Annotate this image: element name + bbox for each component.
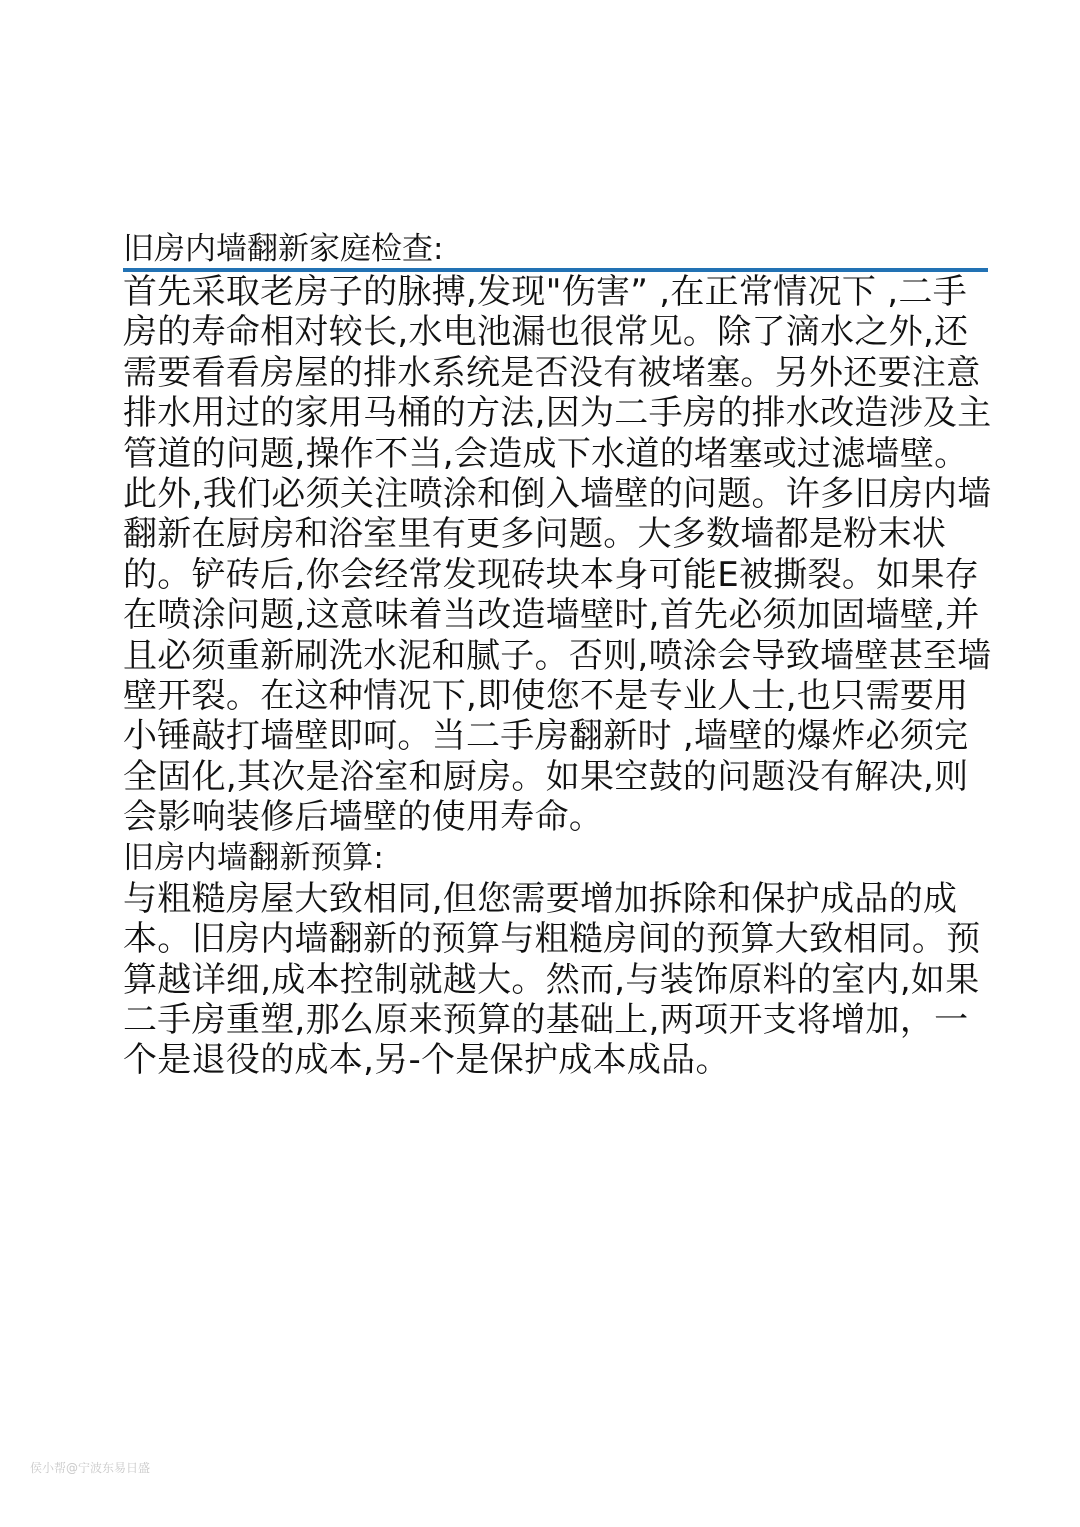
paragraph-inspection-2: 此外,我们必须关注喷涂和倒入墙壁的问题。许多旧房内墙翻新在厨房和浴室里有更多问题。大多数墙都是粉末状的。铲砖后,你会经常发现砖块本身可能E被撕裂。如果存在喷涂问题,这意味着当改造墙壁时,首先必须加固墙壁,并且必须重新刷洗水泥和腻子。否则,喷涂会导致墙壁甚至墙壁开裂。在这种情况下,即使您不是专业人士,也只需要用小锤敲打墙壁即呵。当二手房翻新时 ,墙壁的爆炸必须完全固化,其次是浴室和厨房。如果空鼓的问题没有解决,则会影响装修后墙壁的使用寿命。 (123, 474, 992, 838)
document-body (123, 272, 993, 1081)
paragraph-budget: 与粗糙房屋大致相同,但您需要增加拆除和保护成品的成本。旧房内墙翻新的预算与粗糙房间的预算大致相同。预算越详细,成本控制就越大。然而,与装饰原料的室内,如果二手房重塑,那么原来预算的基础上,两项开支将增加，一个是退役的成本,另-个是保护成本成品。 (123, 878, 981, 1081)
section-title-budget: 旧房内墙翻新预算: (123, 839, 385, 876)
paragraph-inspection-1: 首先采取老房子的脉搏,发现"伤害” ,在正常情况下 ,二手房的寿命相对较长,水电池漏也很常见。除了滴水之外,还需要看看房屋的排水系统是否没有被堵塞。另外还要注意排水用过的家用马桶的方法,因为二手房的排水改造涉及主管道的问题,操作不当,会造成下水道的堵塞或过滤墙壁。 (123, 272, 992, 474)
heading-block (123, 229, 988, 269)
page-title: 旧房内墙翻新家庭检查: (123, 231, 444, 267)
watermark: 侯小帮@宁波东易日盛 (30, 1461, 151, 1475)
